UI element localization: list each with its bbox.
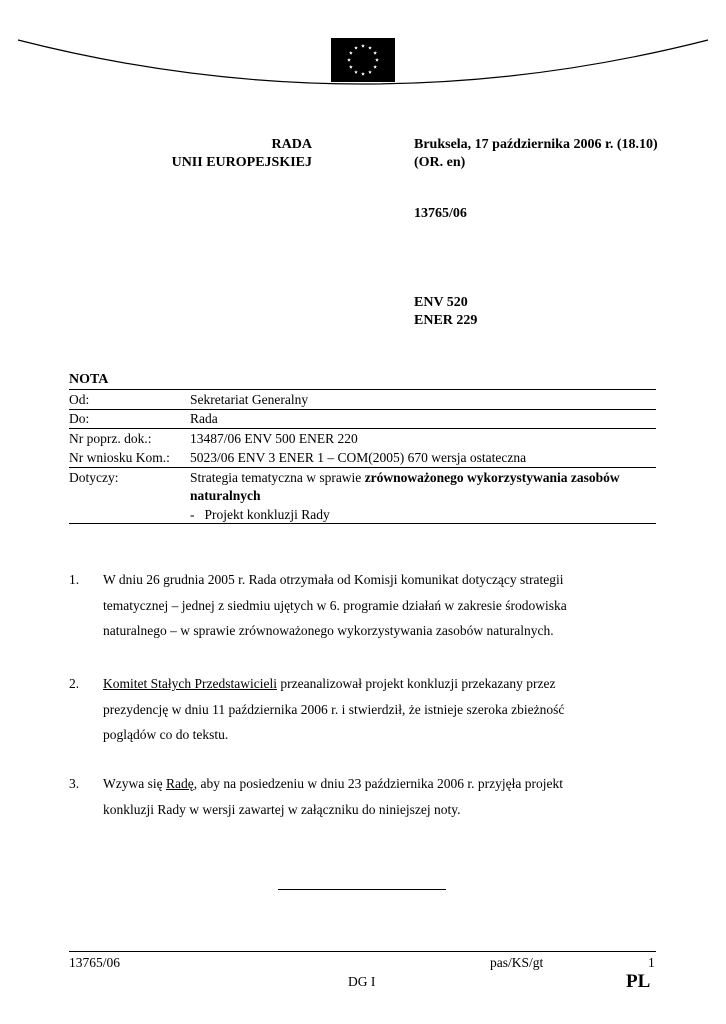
- footer-dg: DG I: [348, 974, 376, 989]
- paragraph-number-2: 2.: [69, 676, 80, 691]
- subject-bold-2: naturalnych: [190, 488, 261, 503]
- divider: [69, 428, 656, 429]
- paragraph-1-line-1: W dniu 26 grudnia 2005 r. Rada otrzymała od Komisji komunikat dotyczący strategii: [103, 572, 564, 587]
- original-language: (OR. en): [414, 155, 466, 170]
- committee-underlined: Komitet Stałych Przedstawicieli: [103, 676, 277, 691]
- note-title: NOTA: [69, 372, 109, 387]
- paragraph-3-line-2: konkluzji Rady w wersji zawartej w załączniku do niniejszej noty.: [103, 801, 461, 817]
- footer-doc-number: 13765/06: [69, 955, 121, 970]
- row-label-subject: Dotyczy:: [69, 470, 119, 485]
- subject-dash: -: [190, 507, 195, 522]
- doc-number: 13765/06: [414, 206, 467, 221]
- institution-line2: UNII EUROPEJSKIEJ: [171, 155, 312, 170]
- institution-name: [150, 136, 312, 172]
- paragraph-2-line-3: poglądów co do tekstu.: [103, 727, 229, 742]
- row-value-com-proposal: 5023/06 ENV 3 ENER 1 – COM(2005) 670 wersja ostateczna: [190, 450, 527, 465]
- institution-line1: RADA: [271, 137, 312, 152]
- codes-block: [414, 294, 714, 330]
- row-label-to: Do:: [69, 411, 90, 426]
- subject-prefix: Strategia tematyczna w sprawie: [190, 470, 365, 485]
- row-value-to: Rada: [190, 411, 218, 426]
- footer-initials: pas/KS/gt: [490, 955, 544, 970]
- divider: [69, 523, 656, 524]
- paragraph-number-1: 1.: [69, 572, 80, 587]
- row-value-from: Sekretariat Generalny: [190, 392, 309, 407]
- paragraph-2-line-1-rest: przeanalizował projekt konkluzji przekazany przez: [276, 676, 556, 691]
- divider: [69, 389, 656, 390]
- divider: [69, 467, 656, 468]
- paragraph-3: [103, 771, 663, 822]
- paragraph-2: [103, 671, 663, 748]
- paragraph-2-line-2: prezydencję w dniu 11 października 2006 r. i stwierdził, że istnieje szeroka zbieżność: [103, 701, 565, 717]
- code-ener: ENER 229: [414, 313, 478, 328]
- paragraph-1-line-2: tematycznej – jednej z siedmiu ujętych w 6. programie działań w zakresie środowiska: [103, 597, 567, 613]
- eu-flag-logo: [331, 38, 395, 82]
- subject-item: Projekt konkluzji Rady: [204, 507, 330, 522]
- footer-divider: [69, 951, 656, 952]
- end-separator: [278, 889, 446, 890]
- paragraph-3-line-1-prefix: Wzywa się: [103, 776, 166, 791]
- row-label-prev-doc: Nr poprz. dok.:: [69, 431, 152, 446]
- footer-page-number: 1: [648, 955, 655, 970]
- row-label-com-proposal: Nr wniosku Kom.:: [69, 450, 170, 465]
- council-underlined: Radę: [165, 776, 194, 791]
- row-value-subject: [190, 469, 660, 524]
- row-label-from: Od:: [69, 392, 90, 407]
- place-date-block: [414, 136, 714, 172]
- footer-language: PL: [626, 971, 651, 992]
- paragraph-1: [103, 567, 663, 644]
- place-date: Bruksela, 17 października 2006 r. (18.10): [414, 137, 658, 152]
- row-value-prev-doc: 13487/06 ENV 500 ENER 220: [190, 431, 358, 446]
- paragraph-3-line-1-rest: , aby na posiedzeniu w dniu 23 października 2006 r. przyjęła projekt: [193, 776, 563, 791]
- paragraph-number-3: 3.: [69, 776, 80, 791]
- paragraph-1-line-3: naturalnego – w sprawie zrównoważonego wykorzystywania zasobów naturalnych.: [103, 623, 554, 638]
- code-env: ENV 520: [414, 295, 468, 310]
- subject-bold-1: zrównoważonego wykorzystywania zasobów: [364, 470, 620, 485]
